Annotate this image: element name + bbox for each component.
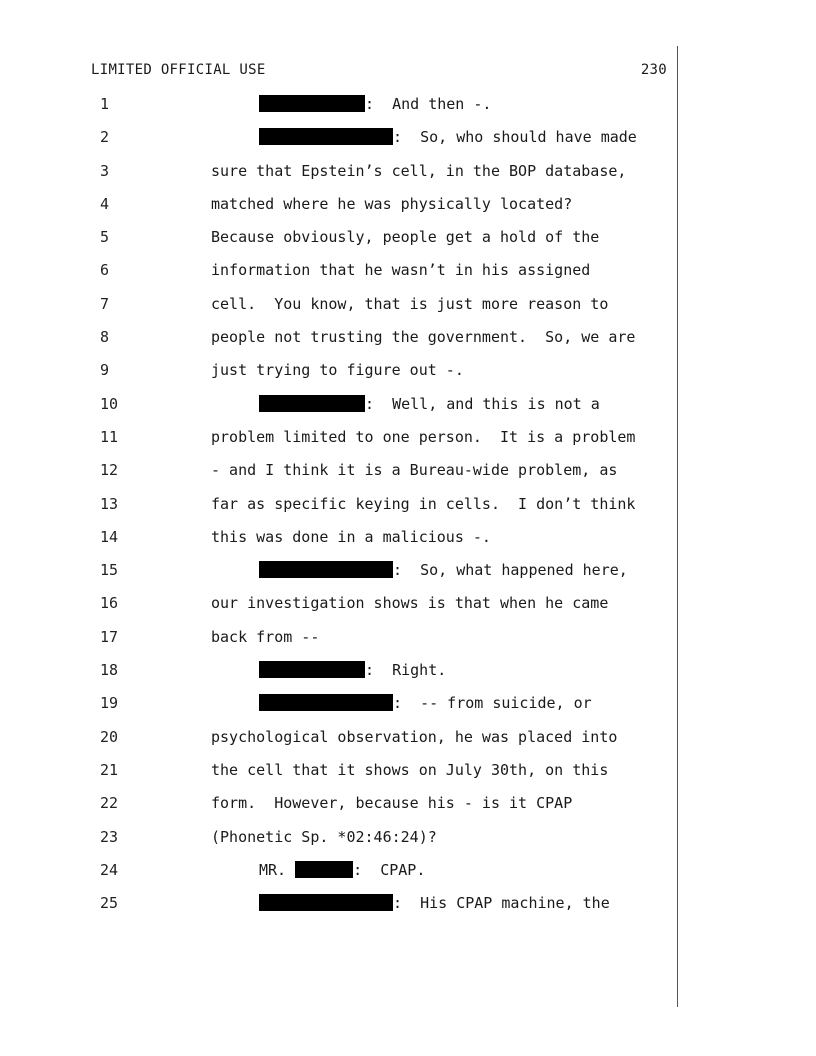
transcript-line (0, 327, 700, 360)
transcript-line (0, 860, 700, 893)
line-number: 7 (100, 294, 110, 313)
line-number: 12 (100, 461, 119, 480)
line-text: : So, what happened here, (393, 561, 628, 580)
line-number: 22 (100, 794, 119, 813)
redaction-box (259, 395, 365, 412)
line-number: 15 (100, 561, 119, 580)
line-text: : Right. (365, 661, 447, 680)
speaker-line (259, 893, 610, 913)
line-number: 18 (100, 661, 119, 680)
line-text: just trying to figure out -. (211, 361, 464, 380)
transcript-line (0, 360, 700, 393)
transcript-line (0, 593, 700, 626)
line-number: 17 (100, 627, 119, 646)
line-number: 8 (100, 328, 110, 347)
line-number: 5 (100, 228, 110, 247)
line-number: 14 (100, 527, 119, 546)
line-text: problem limited to one person. It is a problem (211, 427, 636, 446)
transcript-line (0, 494, 700, 527)
transcript-line (0, 460, 700, 493)
transcript-line (0, 127, 700, 160)
transcript-line (0, 727, 700, 760)
line-number: 11 (100, 427, 119, 446)
line-text: (Phonetic Sp. *02:46:24)? (211, 827, 437, 846)
line-text: : And then -. (365, 95, 492, 113)
line-number: 9 (100, 361, 110, 380)
transcript-line (0, 294, 700, 327)
speaker-line (259, 660, 446, 680)
line-number: 20 (100, 727, 119, 746)
line-text: psychological observation, he was placed into (211, 727, 618, 746)
speaker-line (259, 693, 592, 713)
line-text: : CPAP. (353, 860, 426, 879)
transcript-line (0, 893, 700, 926)
speaker-line (259, 94, 491, 114)
line-text: sure that Epstein’s cell, in the BOP database, (211, 161, 627, 180)
transcript-line (0, 227, 700, 260)
line-text: : -- from suicide, or (393, 694, 592, 713)
line-text: back from -- (211, 627, 320, 646)
line-text: - and I think it is a Bureau-wide problem, as (211, 461, 618, 480)
redaction-box (295, 861, 353, 878)
transcript-line (0, 161, 700, 194)
line-number: 1 (100, 95, 110, 113)
line-number: 16 (100, 594, 119, 613)
line-text: : His CPAP machine, the (393, 894, 610, 913)
page-number: 230 (640, 62, 667, 78)
line-text: the cell that it shows on July 30th, on this (211, 760, 609, 779)
redaction-box (259, 894, 393, 911)
line-text: : So, who should have made (393, 128, 637, 147)
redaction-box (259, 128, 393, 145)
line-number: 24 (100, 860, 119, 879)
transcript-line (0, 827, 700, 860)
speaker-line (259, 127, 637, 147)
line-text: matched where he was physically located? (211, 194, 573, 213)
transcript-line (0, 760, 700, 793)
page-header (91, 62, 667, 80)
transcript-line (0, 427, 700, 460)
transcript-line (0, 260, 700, 293)
line-text: cell. You know, that is just more reason to (211, 294, 609, 313)
redaction-box (259, 694, 393, 711)
line-text: this was done in a malicious -. (211, 527, 491, 546)
line-number: 3 (100, 161, 110, 180)
line-number: 19 (100, 694, 119, 713)
line-number: 13 (100, 494, 119, 513)
redaction-box (259, 661, 365, 678)
line-text: information that he wasn’t in his assigned (211, 261, 591, 280)
line-number: 6 (100, 261, 110, 280)
speaker-line (259, 560, 628, 580)
transcript-body (0, 94, 700, 926)
transcript-line (0, 560, 700, 593)
line-number: 10 (100, 394, 119, 413)
speaker-line (259, 394, 600, 414)
redaction-box (259, 561, 393, 578)
line-text: far as specific keying in cells. I don’t think (211, 494, 636, 513)
transcript-line (0, 627, 700, 660)
line-text: form. However, because his - is it CPAP (211, 794, 573, 813)
transcript-line (0, 394, 700, 427)
transcript-line (0, 194, 700, 227)
line-text: : Well, and this is not a (365, 394, 600, 413)
line-number: 2 (100, 128, 110, 147)
redaction-box (259, 95, 365, 112)
speaker-prefix: MR. (259, 860, 296, 879)
line-text: our investigation shows is that when he came (211, 594, 609, 613)
line-text: people not trusting the government. So, we are (211, 328, 636, 347)
speaker-line (259, 860, 425, 880)
line-number: 25 (100, 894, 119, 913)
transcript-line (0, 693, 700, 726)
line-text: Because obviously, people get a hold of the (211, 228, 600, 247)
transcript-line (0, 527, 700, 560)
line-number: 4 (100, 194, 110, 213)
transcript-line (0, 660, 700, 693)
transcript-line (0, 94, 700, 127)
line-number: 21 (100, 760, 119, 779)
line-number: 23 (100, 827, 119, 846)
transcript-line (0, 793, 700, 826)
classification-label: LIMITED OFFICIAL USE (91, 62, 266, 78)
